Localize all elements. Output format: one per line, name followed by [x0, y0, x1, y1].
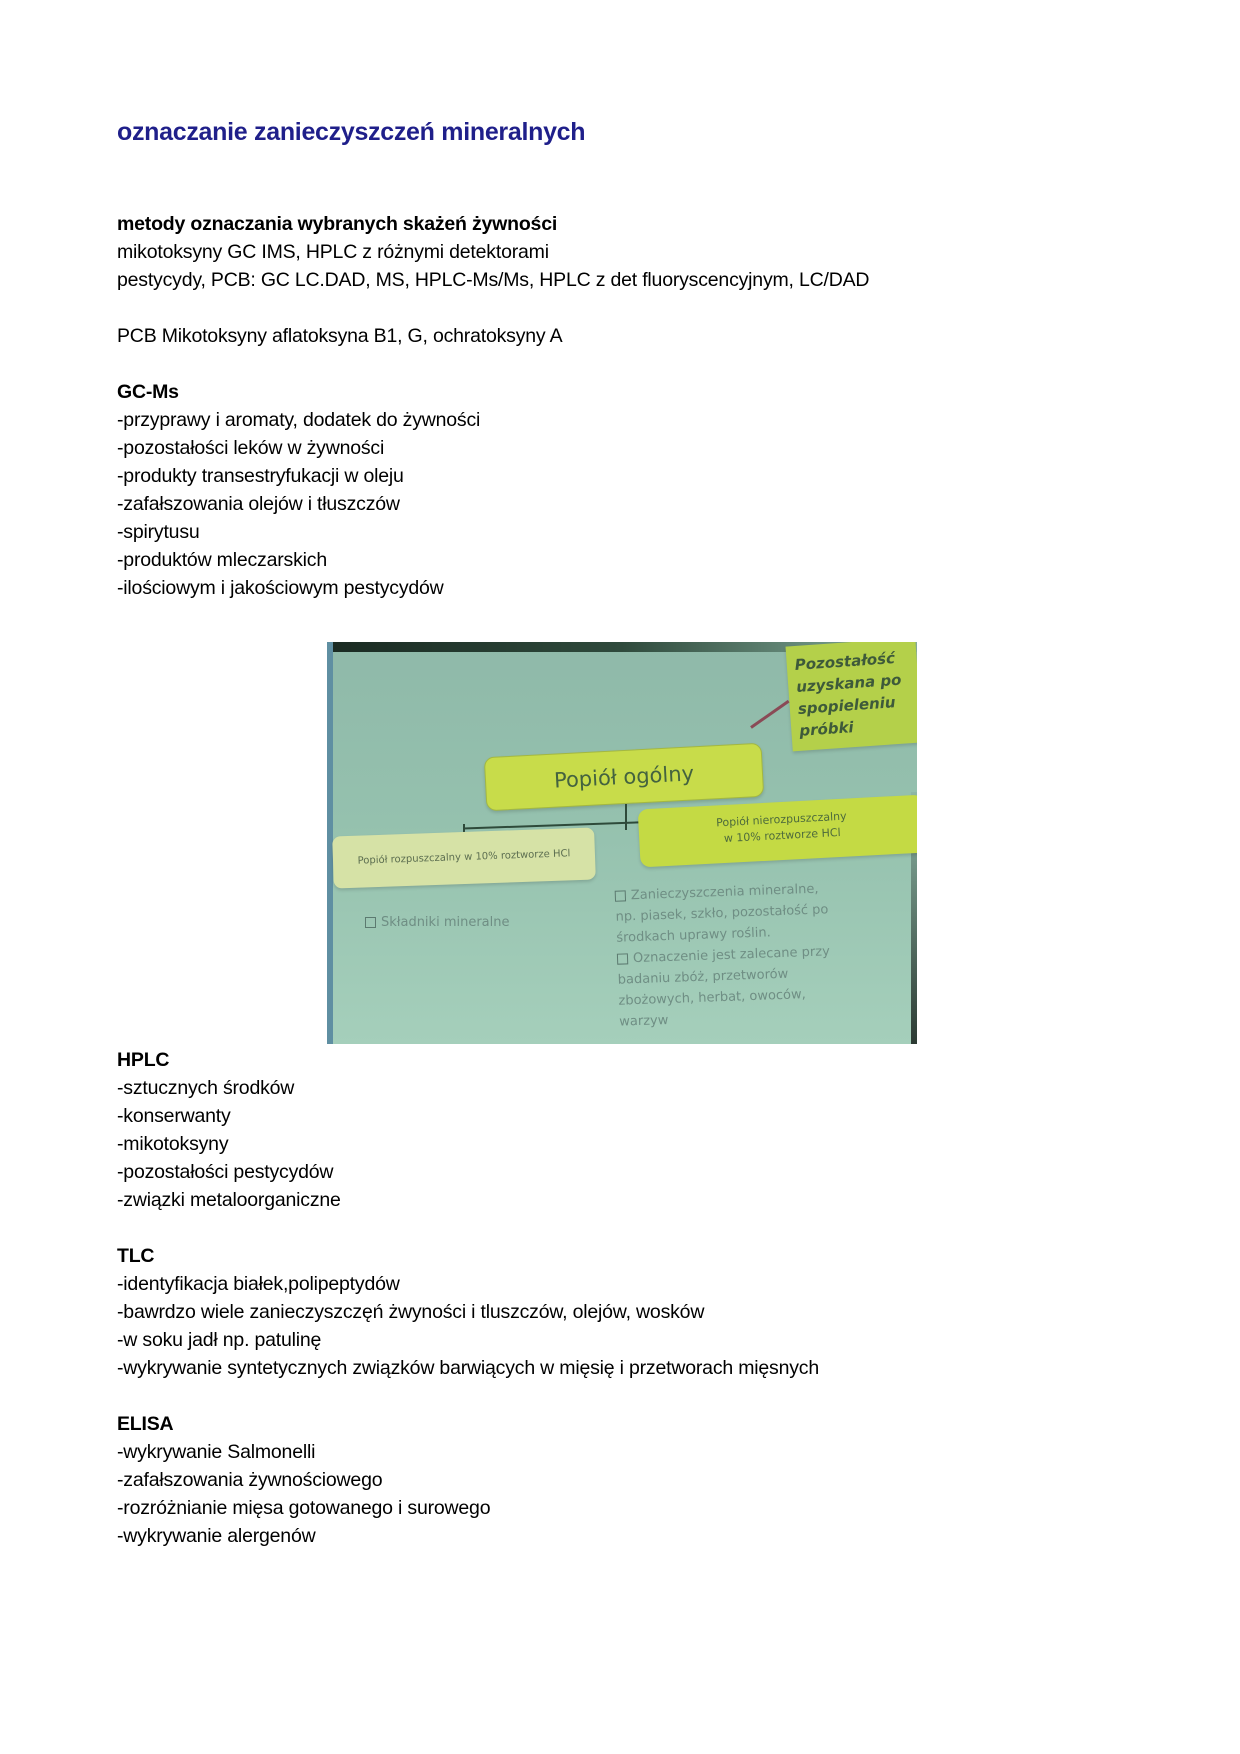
list-item: -spirytusu: [117, 521, 200, 543]
list-item: -zafałszowania olejów i tłuszczów: [117, 493, 400, 515]
list-item: -konserwanty: [117, 1105, 231, 1127]
list-item: -pozostałości leków w żywności: [117, 437, 385, 459]
right-text: [614, 878, 832, 1032]
bullet-text: badaniu zbóż, przetworów: [617, 966, 789, 988]
list-item: -produktów mleczarskich: [117, 549, 327, 571]
checkbox-bullet-icon: [615, 890, 626, 901]
pcb-line: PCB Mikotoksyny aflatoksyna B1, G, ochratoksyny A: [117, 325, 563, 347]
left-bullets: [365, 912, 510, 933]
bullet-text: Składniki mineralne: [381, 915, 510, 930]
section-elisa: [117, 1410, 490, 1550]
section-tlc: [117, 1242, 819, 1382]
pcb-block: [117, 322, 562, 350]
left-box: Popiół rozpuszczalny w 10% roztworze HCl: [332, 827, 596, 888]
page-title: oznaczanie zanieczyszczeń mineralnych: [117, 118, 586, 146]
bullet-text: np. piasek, szkło, pozostałość po: [615, 902, 829, 925]
list-item: -pozostałości pestycydów: [117, 1161, 334, 1183]
main-box: Popiół ogólny: [484, 743, 764, 811]
list-item: -wykrywanie Salmonelli: [117, 1441, 316, 1463]
note-line: próbki: [798, 718, 855, 740]
list-item: -sztucznych środków: [117, 1077, 295, 1099]
bullet-text: Oznaczenie jest zalecane przy: [632, 944, 831, 967]
bullet-text: środkach uprawy roślin.: [616, 925, 771, 946]
intro-block: [117, 210, 869, 294]
note-line: uzyskana po: [795, 670, 902, 696]
section-heading: HPLC: [117, 1049, 170, 1071]
list-item: -identyfikacja białek,polipeptydów: [117, 1273, 400, 1295]
right-box: [638, 795, 917, 868]
section-heading: ELISA: [117, 1413, 174, 1435]
bullet-text: zbożowych, herbat, owoców,: [618, 987, 807, 1009]
list-item: -związki metaloorganiczne: [117, 1189, 341, 1211]
section-heading: GC-Ms: [117, 381, 179, 403]
section-heading: TLC: [117, 1245, 155, 1267]
right-box-line: Popiół nierozpuszczalny: [715, 809, 847, 830]
checkbox-bullet-icon: [365, 917, 376, 928]
connector-line: [625, 804, 627, 830]
list-item: -bawrdzo wiele zanieczyszczęń żwyności i tluszczów, olejów, wosków: [117, 1301, 705, 1323]
bullet-text: Zanieczyszczenia mineralne,: [630, 881, 819, 904]
note-line: spopieleniu: [797, 693, 897, 718]
list-item: -rozróżnianie mięsa gotowanego i surowego: [117, 1497, 491, 1519]
section-gc-ms: [117, 378, 480, 602]
arrow-icon: [750, 700, 789, 729]
section-hplc: [117, 1046, 341, 1214]
intro-line: pestycydy, PCB: GC LC.DAD, MS, HPLC-Ms/Ms, HPLC z det fluoryscencyjnym, LC/DAD: [117, 269, 870, 291]
note-line: Pozostałość: [794, 649, 896, 675]
list-item: -produkty transestryfukacji w oleju: [117, 465, 404, 487]
bullet-text: warzyw: [619, 1012, 669, 1030]
right-box-line: w 10% roztworze HCl: [723, 825, 841, 846]
list-item: -w soku jadł np. patulinę: [117, 1329, 322, 1351]
intro-line: mikotoksyny GC IMS, HPLC z różnymi detektorami: [117, 241, 549, 263]
list-item: -mikotoksyny: [117, 1133, 229, 1155]
list-item: -wykrywanie alergenów: [117, 1525, 316, 1547]
intro-heading: metody oznaczania wybranych skażeń żywności: [117, 213, 558, 235]
list-item: -przyprawy i aromaty, dodatek do żywności: [117, 409, 481, 431]
note-box: [785, 642, 917, 751]
list-item: -ilościowym i jakościowym pestycydów: [117, 577, 444, 599]
slide-photo: [327, 642, 917, 1044]
list-item: -wykrywanie syntetycznych związków barwiących w mięsię i przetworach mięsnych: [117, 1357, 819, 1379]
checkbox-bullet-icon: [617, 953, 628, 964]
list-item: -zafałszowania żywnościowego: [117, 1469, 383, 1491]
